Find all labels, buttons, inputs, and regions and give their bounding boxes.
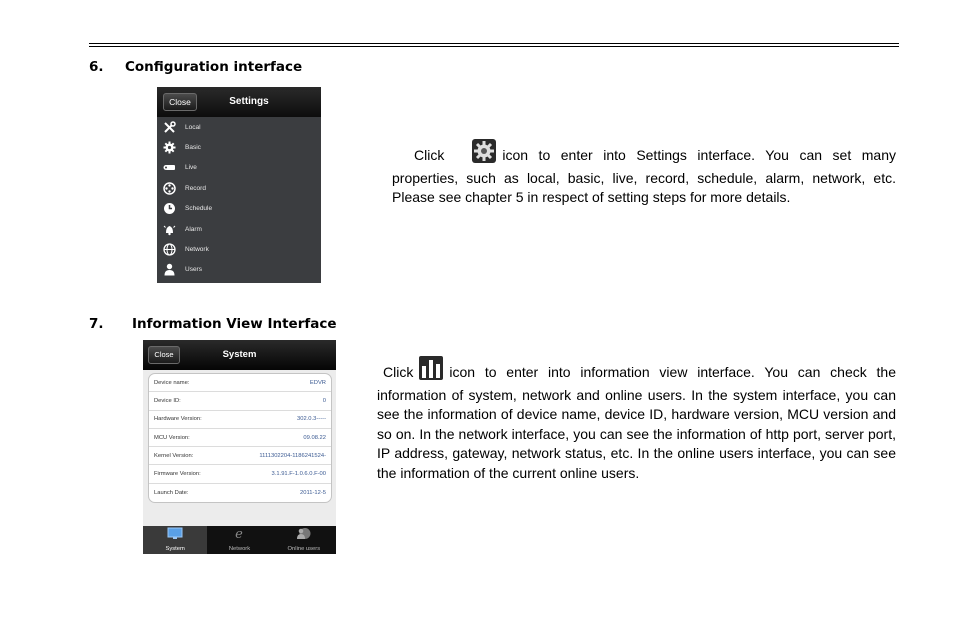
gear-icon [450,139,496,169]
section-heading-information [89,316,409,334]
info-row [149,429,331,447]
tab-label: Network [228,546,251,552]
info-key: Device name: [154,379,190,386]
users-globe-icon [296,527,312,545]
settings-item-label: Local [185,123,201,131]
settings-item-alarm[interactable] [157,219,321,239]
info-value: 302.0.3----- [297,416,326,423]
info-key: MCU Version: [154,434,190,441]
info-value: 3.1.91.F-1.0.6.0.F-00 [271,471,326,478]
svg-text:e: e [235,527,244,540]
settings-item-basic[interactable] [157,137,321,157]
tab-label: Online users [287,546,321,552]
tab-system[interactable] [143,526,207,554]
section-title: Configuration interface [125,59,303,75]
info-row [149,484,331,502]
settings-title: Settings [229,96,269,107]
bell-icon [163,223,176,236]
settings-item-label: Basic [185,144,201,152]
settings-item-live[interactable] [157,158,321,178]
settings-item-label: Live [185,164,197,172]
info-tab-bar [143,526,336,554]
settings-item-record[interactable] [157,178,321,198]
close-button[interactable]: Close [163,93,197,111]
info-row [149,465,331,483]
info-key: Firmware Version: [154,471,201,478]
info-navbar [143,340,336,370]
information-text: icon to enter into information view interface. You can check the information of system, network and online users. In the system interface, you can see the information of device name, device ID, hardware version, MCU version and so on. In the network interface, you can see the information of http port, server port, IP address, gateway, network status, etc. In the online users interface, you can see the information of the current online users. [377,364,896,481]
header-rule-top [89,43,899,44]
camera-icon [163,161,176,174]
section-number: 6. [89,59,104,75]
tab-online-users[interactable] [272,526,336,554]
tools-icon [163,121,176,134]
system-info-card [148,373,332,503]
bar-chart-icon [419,356,443,386]
info-key: Device ID: [154,397,181,404]
info-key: Launch Date: [154,489,189,496]
configuration-description [392,139,896,208]
globe-icon [163,243,176,256]
section-number: 7. [89,316,104,332]
settings-item-label: Network [185,246,209,254]
settings-item-local[interactable] [157,117,321,137]
clock-icon [163,202,176,215]
settings-item-label: Record [185,184,206,192]
info-value: 1111302204-1186241524- [259,452,326,459]
click-word: Click [414,147,445,163]
film-reel-icon [163,182,176,195]
gear-icon [163,141,176,154]
information-screenshot [143,340,336,554]
section-title: Information View Interface [132,316,337,332]
info-value: 09.08.22 [303,434,326,441]
info-row [149,411,331,429]
info-row [149,447,331,465]
monitor-icon [167,527,183,545]
settings-navbar [157,87,321,117]
info-value: 2011-12-5 [300,489,326,496]
tab-label: System [165,546,185,552]
settings-item-users[interactable] [157,260,321,280]
tab-network[interactable] [207,526,271,554]
info-row [149,374,331,392]
settings-item-network[interactable] [157,239,321,259]
settings-item-schedule[interactable] [157,199,321,219]
settings-screenshot [157,87,321,283]
information-description [377,356,896,483]
settings-item-label: Users [185,266,202,274]
settings-item-label: Alarm [185,225,202,233]
info-value: 0 [322,397,326,404]
user-icon [163,263,176,276]
network-e-icon [231,527,247,545]
header-rule-bottom [89,46,899,47]
close-button[interactable]: Close [148,346,180,364]
configuration-text: icon to enter into Settings interface. You can set many properties, such as local, basic, live, record, schedule, alarm, network, etc. Please see chapter 5 in respect of setting steps for more details. [392,147,896,205]
info-row [149,392,331,410]
click-word: Click [383,364,414,380]
info-title: System [222,349,257,360]
settings-item-label: Schedule [185,205,213,213]
info-key: Hardware Version: [154,416,202,423]
section-heading-configuration [89,59,389,77]
info-value: EDVR [309,379,326,386]
info-key: Kernel Version: [154,452,194,459]
